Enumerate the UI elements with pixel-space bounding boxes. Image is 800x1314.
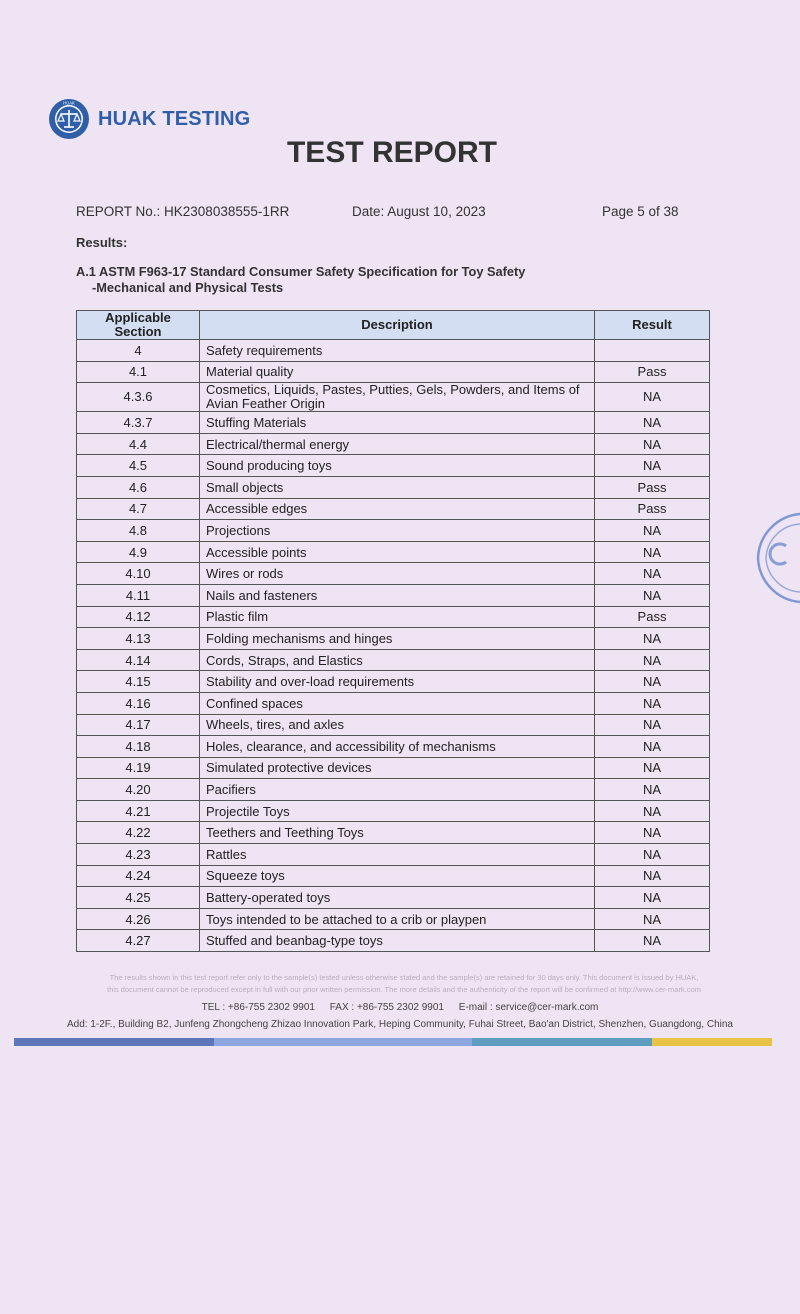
row-description: Folding mechanisms and hinges bbox=[200, 628, 595, 650]
row-section: 4.19 bbox=[77, 757, 200, 779]
row-description: Projectile Toys bbox=[200, 800, 595, 822]
table-row bbox=[77, 455, 710, 477]
table-row bbox=[77, 433, 710, 455]
row-result: NA bbox=[595, 887, 710, 909]
row-result: NA bbox=[595, 800, 710, 822]
table-row bbox=[77, 606, 710, 628]
table-row bbox=[77, 822, 710, 844]
footer-disclaimer: The results shown in this test report refer only to the sample(s) tested unless otherwise stated and the sample(s) are retained for 30 days only. This document is issued by HUAK, this document cannot be reproduced except in full with our prior written permission. The more details and the authenticity of the report will be confirmed at http://www.cer-mark.com bbox=[107, 973, 701, 994]
row-description: Nails and fasteners bbox=[200, 584, 595, 606]
table-row bbox=[77, 584, 710, 606]
footer-color-bar-2 bbox=[214, 1038, 472, 1046]
row-result: NA bbox=[595, 520, 710, 542]
row-section: 4.9 bbox=[77, 541, 200, 563]
row-section: 4.17 bbox=[77, 714, 200, 736]
row-result: NA bbox=[595, 649, 710, 671]
footer-fax: FAX : +86-755 2302 9901 bbox=[329, 1002, 444, 1013]
row-section: 4.22 bbox=[77, 822, 200, 844]
section-heading bbox=[76, 264, 525, 296]
row-section: 4.26 bbox=[77, 908, 200, 930]
partial-seal-stamp-icon bbox=[752, 508, 800, 608]
page-title: TEST REPORT bbox=[286, 136, 497, 169]
row-result: NA bbox=[595, 455, 710, 477]
table-header-row bbox=[77, 311, 710, 340]
header-applicable-section: Applicable Section bbox=[77, 311, 200, 340]
row-result: NA bbox=[595, 433, 710, 455]
table-row bbox=[77, 714, 710, 736]
row-description: Safety requirements bbox=[200, 340, 595, 362]
results-label: Results: bbox=[76, 235, 128, 250]
row-section: 4.18 bbox=[77, 736, 200, 758]
row-result: Pass bbox=[595, 498, 710, 520]
row-description: Rattles bbox=[200, 844, 595, 866]
row-result: NA bbox=[595, 757, 710, 779]
table-row bbox=[77, 671, 710, 693]
row-section: 4.23 bbox=[77, 844, 200, 866]
row-result: NA bbox=[595, 714, 710, 736]
row-result: NA bbox=[595, 822, 710, 844]
table-row bbox=[77, 844, 710, 866]
table-row bbox=[77, 563, 710, 585]
table-row bbox=[77, 908, 710, 930]
row-section: 4.13 bbox=[77, 628, 200, 650]
row-description: Plastic film bbox=[200, 606, 595, 628]
footer-address: Add: 1-2F., Building B2, Junfeng Zhongcheng Zhizao Innovation Park, Heping Community, Fuhai Street, Bao'an District, Shenzhen, Guangdong, China bbox=[66, 1019, 733, 1030]
row-section: 4.4 bbox=[77, 433, 200, 455]
page-number: Page 5 of 38 bbox=[602, 204, 679, 219]
row-description: Projections bbox=[200, 520, 595, 542]
row-section: 4.11 bbox=[77, 584, 200, 606]
row-result: Pass bbox=[595, 476, 710, 498]
footer-color-bar-4 bbox=[652, 1038, 772, 1046]
row-result: NA bbox=[595, 584, 710, 606]
row-section: 4.3.7 bbox=[77, 412, 200, 434]
table-row bbox=[77, 340, 710, 362]
row-result: NA bbox=[595, 908, 710, 930]
row-description: Stuffed and beanbag-type toys bbox=[200, 930, 595, 952]
row-result: NA bbox=[595, 692, 710, 714]
row-section: 4.12 bbox=[77, 606, 200, 628]
footer-color-bar-1 bbox=[14, 1038, 214, 1046]
report-number: REPORT No.: HK2308038555-1RR bbox=[76, 204, 290, 219]
row-section: 4.27 bbox=[77, 930, 200, 952]
row-description: Stuffing Materials bbox=[200, 412, 595, 434]
row-result: Pass bbox=[595, 361, 710, 383]
row-description: Accessible points bbox=[200, 541, 595, 563]
row-section: 4.6 bbox=[77, 476, 200, 498]
table-row bbox=[77, 476, 710, 498]
row-result: NA bbox=[595, 844, 710, 866]
table-row bbox=[77, 887, 710, 909]
report-date: Date: August 10, 2023 bbox=[352, 204, 486, 219]
table-row bbox=[77, 757, 710, 779]
table-row bbox=[77, 628, 710, 650]
row-section: 4.5 bbox=[77, 455, 200, 477]
row-description: Pacifiers bbox=[200, 779, 595, 801]
row-description: Simulated protective devices bbox=[200, 757, 595, 779]
row-result: NA bbox=[595, 563, 710, 585]
row-result: NA bbox=[595, 930, 710, 952]
row-description: Toys intended to be attached to a crib or playpen bbox=[200, 908, 595, 930]
footer-color-bar-3 bbox=[472, 1038, 652, 1046]
row-result: NA bbox=[595, 779, 710, 801]
row-section: 4.15 bbox=[77, 671, 200, 693]
row-result: Pass bbox=[595, 606, 710, 628]
row-section: 4.16 bbox=[77, 692, 200, 714]
table-row bbox=[77, 520, 710, 542]
row-section: 4.20 bbox=[77, 779, 200, 801]
row-section: 4.25 bbox=[77, 887, 200, 909]
row-section: 4.21 bbox=[77, 800, 200, 822]
row-description: Battery-operated toys bbox=[200, 887, 595, 909]
svg-text:HUAK: HUAK bbox=[63, 100, 75, 106]
footer-tel: TEL : +86-755 2302 9901 bbox=[201, 1002, 315, 1013]
row-description: Wheels, tires, and axles bbox=[200, 714, 595, 736]
row-description: Cords, Straps, and Elastics bbox=[200, 649, 595, 671]
table-row bbox=[77, 779, 710, 801]
row-result: NA bbox=[595, 412, 710, 434]
row-section: 4.10 bbox=[77, 563, 200, 585]
company-name: HUAK TESTING bbox=[98, 107, 251, 130]
row-description: Confined spaces bbox=[200, 692, 595, 714]
row-result: NA bbox=[595, 671, 710, 693]
row-result: NA bbox=[595, 736, 710, 758]
row-result: NA bbox=[595, 541, 710, 563]
row-section: 4 bbox=[77, 340, 200, 362]
row-section: 4.7 bbox=[77, 498, 200, 520]
table-row bbox=[77, 498, 710, 520]
table-row bbox=[77, 930, 710, 952]
row-section: 4.1 bbox=[77, 361, 200, 383]
row-description: Small objects bbox=[200, 476, 595, 498]
row-section: 4.8 bbox=[77, 520, 200, 542]
section-heading-line1: A.1 ASTM F963-17 Standard Consumer Safety Specification for Toy Safety bbox=[76, 264, 526, 279]
row-description: Sound producing toys bbox=[200, 455, 595, 477]
table-row bbox=[77, 412, 710, 434]
results-table bbox=[76, 310, 710, 952]
row-description: Teethers and Teething Toys bbox=[200, 822, 595, 844]
table-row bbox=[77, 383, 710, 412]
row-section: 4.14 bbox=[77, 649, 200, 671]
row-description: Accessible edges bbox=[200, 498, 595, 520]
row-section: 4.3.6 bbox=[77, 383, 200, 412]
row-description: Holes, clearance, and accessibility of mechanisms bbox=[200, 736, 595, 758]
row-description: Wires or rods bbox=[200, 563, 595, 585]
table-row bbox=[77, 649, 710, 671]
table-row bbox=[77, 736, 710, 758]
row-result: NA bbox=[595, 628, 710, 650]
row-description: Cosmetics, Liquids, Pastes, Putties, Gels, Powders, and Items of Avian Feather Origin bbox=[200, 383, 595, 412]
row-description: Squeeze toys bbox=[200, 865, 595, 887]
table-row bbox=[77, 541, 710, 563]
table-row bbox=[77, 692, 710, 714]
row-description: Material quality bbox=[200, 361, 595, 383]
footer-email: E-mail : service@cer-mark.com bbox=[458, 1002, 599, 1013]
row-result: NA bbox=[595, 383, 710, 412]
table-row bbox=[77, 361, 710, 383]
header-description: Description bbox=[200, 311, 595, 340]
row-description: Stability and over-load requirements bbox=[200, 671, 595, 693]
table-row bbox=[77, 800, 710, 822]
footer-contact bbox=[0, 1002, 800, 1013]
company-logo bbox=[48, 98, 250, 140]
row-result bbox=[595, 340, 710, 362]
header-result: Result bbox=[595, 311, 710, 340]
section-heading-line2: -Mechanical and Physical Tests bbox=[92, 280, 284, 295]
table-row bbox=[77, 865, 710, 887]
scales-emblem-icon bbox=[48, 98, 90, 140]
row-section: 4.24 bbox=[77, 865, 200, 887]
row-result: NA bbox=[595, 865, 710, 887]
row-description: Electrical/thermal energy bbox=[200, 433, 595, 455]
